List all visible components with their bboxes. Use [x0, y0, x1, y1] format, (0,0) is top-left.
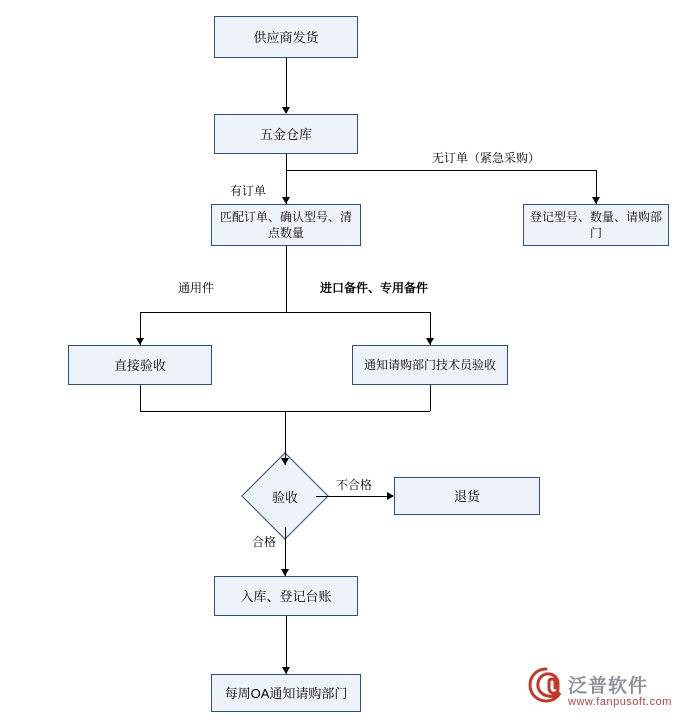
- edge-split-bus: [140, 312, 430, 313]
- edge-label-has-order: 有订单: [230, 184, 267, 198]
- node-label: 登记型号、数量、请购部门: [529, 210, 662, 240]
- node-label: 验收: [271, 489, 298, 505]
- arrowhead: [282, 667, 290, 674]
- node-return-goods[interactable]: [394, 477, 540, 515]
- node-label: 每周OA通知请购部门: [224, 685, 348, 701]
- edge-merge-to-decision: [285, 411, 286, 465]
- arrowhead: [387, 492, 394, 500]
- node-label: 退货: [453, 488, 480, 504]
- edge-supplier-to-warehouse: [286, 58, 287, 107]
- arrowhead: [426, 338, 434, 345]
- node-match-order[interactable]: [211, 204, 361, 246]
- node-notify-tech[interactable]: [352, 345, 508, 385]
- node-stock-in[interactable]: [214, 576, 358, 616]
- node-label: 五金仓库: [259, 126, 312, 142]
- edge-warehouse-to-register-horizontal: [286, 170, 596, 171]
- node-label: 入库、登记台账: [240, 588, 332, 604]
- edge-decision-to-return: [316, 496, 387, 497]
- node-label: 通知请购部门技术员验收: [363, 358, 496, 372]
- edge-label-general-parts: 通用件: [178, 281, 215, 295]
- edge-notify-tech-down: [430, 385, 431, 411]
- edge-label-unqualified: 不合格: [336, 478, 373, 492]
- node-weekly-oa[interactable]: [211, 674, 361, 712]
- arrowhead: [282, 107, 290, 114]
- node-register-info[interactable]: [523, 204, 669, 246]
- node-hardware-warehouse[interactable]: [214, 114, 358, 154]
- edge-matchorder-stem: [286, 246, 287, 312]
- decision-inspection-label: [254, 465, 316, 527]
- edge-label-import-special-parts: 进口备件、专用备件: [320, 281, 429, 295]
- arrowhead: [282, 197, 290, 204]
- node-label: 匹配订单、确认型号、清点数量: [219, 210, 352, 240]
- arrowhead: [592, 197, 600, 204]
- fanpu-logo-icon: [528, 667, 564, 703]
- edge-label-qualified: 合格: [252, 535, 277, 549]
- arrowhead: [281, 458, 289, 465]
- node-direct-accept[interactable]: [68, 345, 212, 385]
- watermark-url: www.fanpusoft.com: [568, 696, 672, 708]
- watermark: [528, 665, 678, 721]
- arrowhead: [136, 338, 144, 345]
- node-label: 直接验收: [113, 357, 166, 373]
- arrowhead: [281, 569, 289, 576]
- edge-direct-accept-down: [140, 385, 141, 411]
- watermark-brand: 泛普软件: [568, 676, 649, 697]
- edge-label-no-order: 无订单（紧急采购）: [432, 151, 541, 165]
- node-supplier-ship[interactable]: [214, 16, 358, 58]
- edge-stockin-to-weeklyoa: [286, 616, 287, 674]
- node-label: 供应商发货: [253, 29, 319, 45]
